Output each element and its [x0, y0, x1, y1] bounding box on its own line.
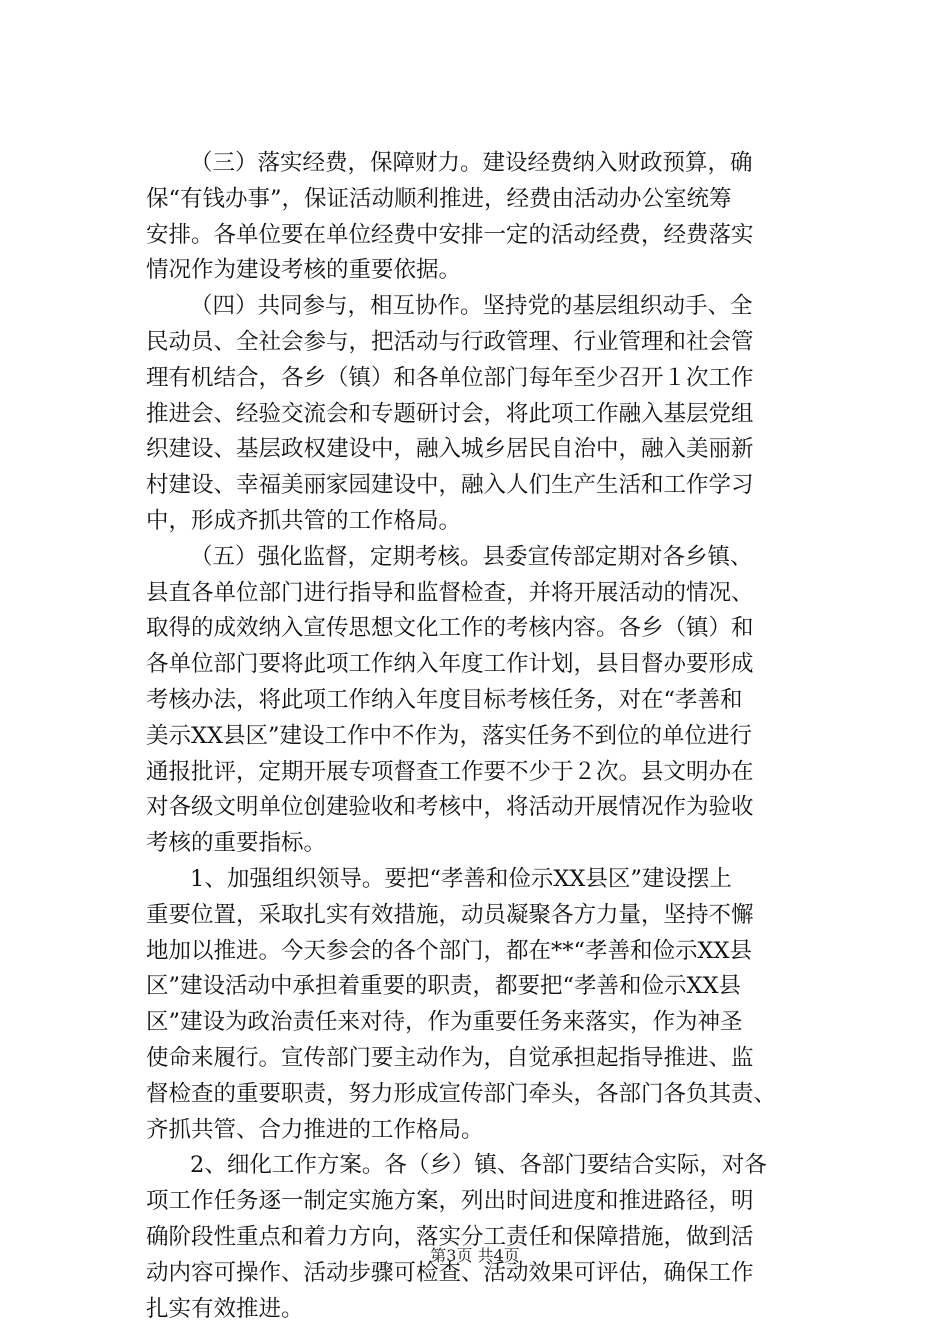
paragraph-line: 县直各单位部门进行指导和监督检查，并将开展活动的情况、: [146, 579, 754, 606]
paragraph-line: 考核的重要指标。: [146, 830, 327, 857]
paragraph-line: 取得的成效纳入宣传思想文化工作的考核内容。各乡（镇）和: [146, 615, 754, 642]
paragraph-line: 民动员、全社会参与，把活动与行政管理、行业管理和社会管: [146, 328, 754, 355]
paragraph-line: 确阶段性重点和着力方向，落实分工责任和保障措施，做到活: [146, 1223, 754, 1250]
paragraph-line: 督检查的重要职责，努力形成宣传部门牵头，各部门各负其责、: [146, 1080, 777, 1107]
paragraph-line: 通报批评，定期开展专项督查工作要不少于２次。县文明办在: [146, 758, 754, 785]
paragraph-line: 保“有钱办事”，保证活动顺利推进，经费由活动办公室统筹: [146, 185, 732, 212]
paragraph-line: 考核办法，将此项工作纳入年度目标考核任务，对在“孝善和: [146, 686, 743, 713]
paragraph-line: 理有机结合，各乡（镇）和各单位部门每年至少召开１次工作: [146, 364, 754, 391]
paragraph-line: 中，形成齐抓共管的工作格局。: [146, 507, 462, 534]
paragraph-line: 地加以推进。今天参会的各个部门，都在**“孝善和俭示XX县: [146, 937, 753, 964]
paragraph-line: 2、细化工作方案。各（乡）镇、各部门要结合实际，对各: [190, 1152, 767, 1179]
paragraph-line: 齐抓共管、合力推进的工作格局。: [146, 1116, 484, 1143]
paragraph-line: 区”建设活动中承担着重要的职责，都要把“孝善和俭示XX县: [146, 973, 742, 1000]
paragraph-line: （四）共同参与，相互协作。坚持党的基层组织动手、全: [190, 293, 753, 320]
paragraph-line: （三）落实经费，保障财力。建设经费纳入财政预算，确: [190, 150, 753, 176]
paragraph-line: （五）强化监督，定期考核。县委宣传部定期对各乡镇、: [190, 543, 753, 570]
paragraph-line: 安排。各单位要在单位经费中安排一定的活动经费，经费落实: [146, 221, 754, 248]
paragraph-line: 美示XX县区”建设工作中不作为，落实任务不到位的单位进行: [146, 722, 753, 749]
paragraph-line: 项工作任务逐一制定实施方案，列出时间进度和推进路径，明: [146, 1188, 754, 1215]
paragraph-line: 情况作为建设考核的重要依据。: [146, 257, 462, 284]
paragraph-line: 使命来履行。宣传部门要主动作为，自觉承担起指导推进、监: [146, 1044, 754, 1071]
paragraph-line: 织建设、基层政权建设中，融入城乡居民自治中，融入美丽新: [146, 436, 754, 463]
paragraph-line: 各单位部门要将此项工作纳入年度工作计划，县目督办要形成: [146, 651, 754, 678]
paragraph-line: 动内容可操作、活动步骤可检查、活动效果可评估，确保工作: [146, 1259, 754, 1286]
paragraph-line: 对各级文明单位创建验收和考核中，将活动开展情况作为验收: [146, 794, 754, 821]
paragraph-line: 区”建设为政治责任来对待，作为重要任务来落实，作为神圣: [146, 1009, 743, 1036]
paragraph-line: 扎实有效推进。: [146, 1295, 304, 1322]
document-body: [146, 146, 836, 1327]
paragraph-line: 重要位置，采取扎实有效措施，动员凝聚各方力量，坚持不懈: [146, 901, 754, 928]
paragraph-line: 1、加强组织领导。要把“孝善和俭示XX县区”建设摆上: [190, 865, 732, 892]
paragraph-line: 村建设、幸福美丽家园建设中，融入人们生产生活和工作学习: [146, 472, 754, 499]
page-number-footer: 第3页 共4页: [430, 1246, 520, 1265]
paragraph-line: 推进会、经验交流会和专题研讨会，将此项工作融入基层党组: [146, 400, 754, 427]
